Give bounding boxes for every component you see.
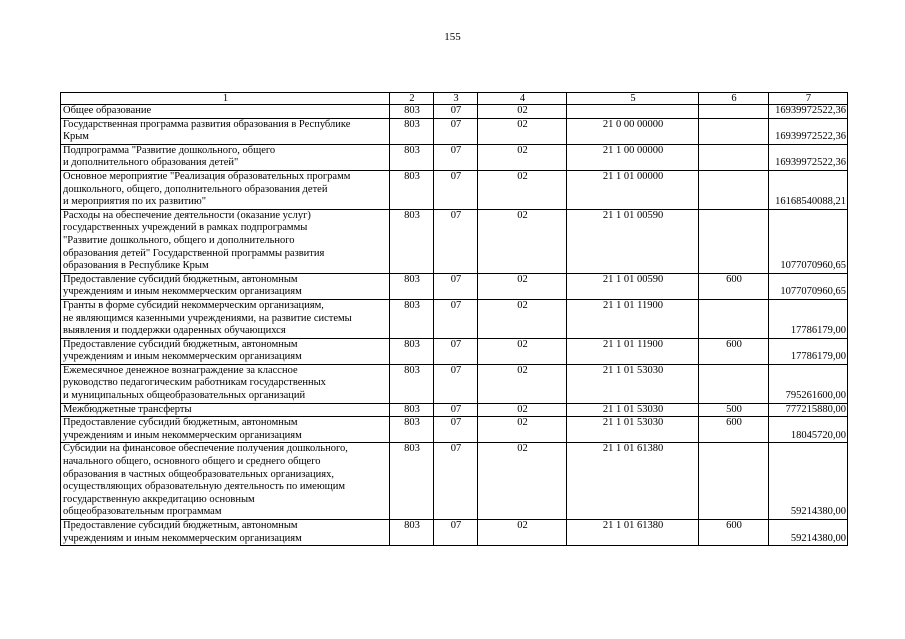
- expense-type-code: [699, 299, 769, 338]
- item-name: [61, 144, 390, 170]
- item-name-line: Государственная программа развития образования в Республике: [63, 118, 351, 130]
- item-name: [61, 299, 390, 338]
- item-name-line: Ежемесячное денежное вознаграждение за классное: [63, 364, 298, 376]
- expense-type-code: 600: [699, 338, 769, 364]
- amount-cell: 17786179,00: [769, 299, 848, 338]
- item-name-line: Предоставление субсидий бюджетным, автономным: [63, 273, 298, 285]
- item-name-line: Расходы на обеспечение деятельности (оказание услуг): [63, 209, 311, 221]
- table-row: [61, 417, 848, 443]
- department-code: 803: [390, 209, 434, 273]
- item-name-line: выявления и поддержки одаренных обучающихся: [63, 325, 286, 337]
- section-code: 07: [434, 105, 478, 119]
- expense-type-code: [699, 364, 769, 403]
- section-code: 07: [434, 299, 478, 338]
- expense-type-code: [699, 209, 769, 273]
- table-row: [61, 364, 848, 403]
- subsection-code: 02: [478, 299, 567, 338]
- item-name-line: Гранты в форме субсидий некоммерческим организациям,: [63, 299, 324, 311]
- item-name: [61, 105, 390, 119]
- expense-type-code: [699, 118, 769, 144]
- amount-cell: 59214380,00: [769, 520, 848, 546]
- item-name-line: образования детей" Государственной программы развития: [63, 247, 325, 259]
- header-cell-2: 2: [390, 93, 434, 105]
- item-name-line: Основное мероприятие "Реализация образовательных программ: [63, 170, 351, 182]
- department-code: 803: [390, 118, 434, 144]
- department-code: 803: [390, 364, 434, 403]
- expense-type-code: 600: [699, 417, 769, 443]
- item-name-line: и мероприятия по их развитию": [63, 196, 206, 208]
- department-code: 803: [390, 273, 434, 299]
- target-article-code: 21 1 00 00000: [567, 144, 699, 170]
- expense-type-code: [699, 144, 769, 170]
- header-cell-3: 3: [434, 93, 478, 105]
- department-code: 803: [390, 417, 434, 443]
- section-code: 07: [434, 338, 478, 364]
- amount-cell: 16939972522,36: [769, 144, 848, 170]
- page-number: 155: [444, 31, 461, 43]
- item-name-line: учреждениям и иным некоммерческим организациям: [63, 351, 302, 363]
- item-name: [61, 338, 390, 364]
- item-name-line: Субсидии на финансовое обеспечение получения дошкольного,: [63, 443, 348, 455]
- item-name: [61, 520, 390, 546]
- item-name-line: и дополнительного образования детей": [63, 157, 239, 169]
- table-row: [61, 118, 848, 144]
- subsection-code: 02: [478, 118, 567, 144]
- subsection-code: 02: [478, 364, 567, 403]
- target-article-code: 21 1 01 00000: [567, 170, 699, 209]
- amount-cell: 16939972522,36: [769, 118, 848, 144]
- department-code: 803: [390, 105, 434, 119]
- item-name-line: Общее образование: [63, 105, 152, 116]
- expense-type-code: [699, 170, 769, 209]
- header-cell-5: 5: [567, 93, 699, 105]
- target-article-code: 21 1 01 11900: [567, 338, 699, 364]
- subsection-code: 02: [478, 338, 567, 364]
- department-code: 803: [390, 520, 434, 546]
- expense-type-code: 600: [699, 520, 769, 546]
- item-name-line: Крым: [63, 131, 89, 143]
- amount-cell: 1077070960,65: [769, 209, 848, 273]
- item-name: [61, 403, 390, 417]
- target-article-code: 21 1 01 61380: [567, 520, 699, 546]
- item-name-line: государственных учреждений в рамках подпрограммы: [63, 222, 308, 234]
- item-name-line: Предоставление субсидий бюджетным, автономным: [63, 520, 298, 531]
- item-name: [61, 364, 390, 403]
- target-article-code: 21 1 01 00590: [567, 273, 699, 299]
- target-article-code: 21 1 01 11900: [567, 299, 699, 338]
- table-row: [61, 520, 848, 546]
- budget-table: [60, 92, 848, 546]
- target-article-code: 21 1 01 53030: [567, 364, 699, 403]
- target-article-code: 21 0 00 00000: [567, 118, 699, 144]
- target-article-code: 21 1 01 00590: [567, 209, 699, 273]
- section-code: 07: [434, 417, 478, 443]
- expense-type-code: [699, 443, 769, 520]
- item-name-line: осуществляющих образовательную деятельность по имеющим: [63, 481, 346, 493]
- item-name-line: образования в Республике Крым: [63, 260, 209, 272]
- amount-cell: 17786179,00: [769, 338, 848, 364]
- item-name-line: не являющимся казенными учреждениями, на развитие системы: [63, 312, 352, 324]
- section-code: 07: [434, 118, 478, 144]
- item-name-line: образования в частных общеобразовательных организациях,: [63, 468, 335, 480]
- item-name-line: Межбюджетные трансферты: [63, 403, 192, 415]
- amount-cell: 16939972522,36: [769, 105, 848, 119]
- department-code: 803: [390, 144, 434, 170]
- table-row: [61, 144, 848, 170]
- item-name-line: Подпрограмма "Развитие дошкольного, общего: [63, 144, 276, 156]
- item-name-line: "Развитие дошкольного, общего и дополнительного: [63, 234, 295, 246]
- target-article-code: 21 1 01 53030: [567, 417, 699, 443]
- table-row: [61, 443, 848, 520]
- section-code: 07: [434, 364, 478, 403]
- item-name-line: и муниципальных общеобразовательных организаций: [63, 390, 306, 402]
- item-name-line: Предоставление субсидий бюджетным, автономным: [63, 338, 298, 350]
- item-name-line: дошкольного, общего, дополнительного образования детей: [63, 183, 328, 195]
- item-name-line: Предоставление субсидий бюджетным, автономным: [63, 417, 298, 429]
- item-name-line: учреждениям и иным некоммерческим организациям: [63, 286, 302, 298]
- subsection-code: 02: [478, 144, 567, 170]
- amount-cell: 18045720,00: [769, 417, 848, 443]
- item-name-line: общеобразовательным программам: [63, 506, 222, 518]
- item-name-line: учреждениям и иным некоммерческим организациям: [63, 429, 302, 441]
- item-name: [61, 443, 390, 520]
- subsection-code: 02: [478, 403, 567, 417]
- item-name-line: государственную аккредитацию основным: [63, 493, 255, 505]
- subsection-code: 02: [478, 520, 567, 546]
- subsection-code: 02: [478, 443, 567, 520]
- table-row: [61, 170, 848, 209]
- section-code: 07: [434, 520, 478, 546]
- department-code: 803: [390, 403, 434, 417]
- subsection-code: 02: [478, 209, 567, 273]
- department-code: 803: [390, 299, 434, 338]
- item-name: [61, 209, 390, 273]
- subsection-code: 02: [478, 273, 567, 299]
- header-cell-1: 1: [61, 93, 390, 105]
- section-code: 07: [434, 273, 478, 299]
- target-article-code: 21 1 01 53030: [567, 403, 699, 417]
- table-row: [61, 299, 848, 338]
- expense-type-code: 600: [699, 273, 769, 299]
- section-code: 07: [434, 403, 478, 417]
- table-row: [61, 273, 848, 299]
- subsection-code: 02: [478, 417, 567, 443]
- target-article-code: 21 1 01 61380: [567, 443, 699, 520]
- item-name: [61, 417, 390, 443]
- expense-type-code: [699, 105, 769, 119]
- header-row: [61, 93, 848, 105]
- table-row: [61, 105, 848, 119]
- amount-cell: 16168540088,21: [769, 170, 848, 209]
- item-name-line: начального общего, основного общего и среднего общего: [63, 456, 321, 468]
- item-name-line: учреждениям и иным некоммерческим организациям: [63, 532, 302, 544]
- amount-cell: 1077070960,65: [769, 273, 848, 299]
- subsection-code: 02: [478, 170, 567, 209]
- subsection-code: 02: [478, 105, 567, 119]
- header-cell-4: 4: [478, 93, 567, 105]
- amount-cell: 777215880,00: [769, 403, 848, 417]
- item-name-line: руководство педагогическим работникам государственных: [63, 377, 326, 389]
- expense-type-code: 500: [699, 403, 769, 417]
- section-code: 07: [434, 170, 478, 209]
- section-code: 07: [434, 209, 478, 273]
- amount-cell: 795261600,00: [769, 364, 848, 403]
- table-row: [61, 338, 848, 364]
- department-code: 803: [390, 170, 434, 209]
- item-name: [61, 118, 390, 144]
- header-cell-7: 7: [769, 93, 848, 105]
- table-row: [61, 209, 848, 273]
- amount-cell: 59214380,00: [769, 443, 848, 520]
- item-name: [61, 273, 390, 299]
- target-article-code: [567, 105, 699, 119]
- table-row: [61, 403, 848, 417]
- item-name: [61, 170, 390, 209]
- section-code: 07: [434, 144, 478, 170]
- header-cell-6: 6: [699, 93, 769, 105]
- department-code: 803: [390, 443, 434, 520]
- section-code: 07: [434, 443, 478, 520]
- department-code: 803: [390, 338, 434, 364]
